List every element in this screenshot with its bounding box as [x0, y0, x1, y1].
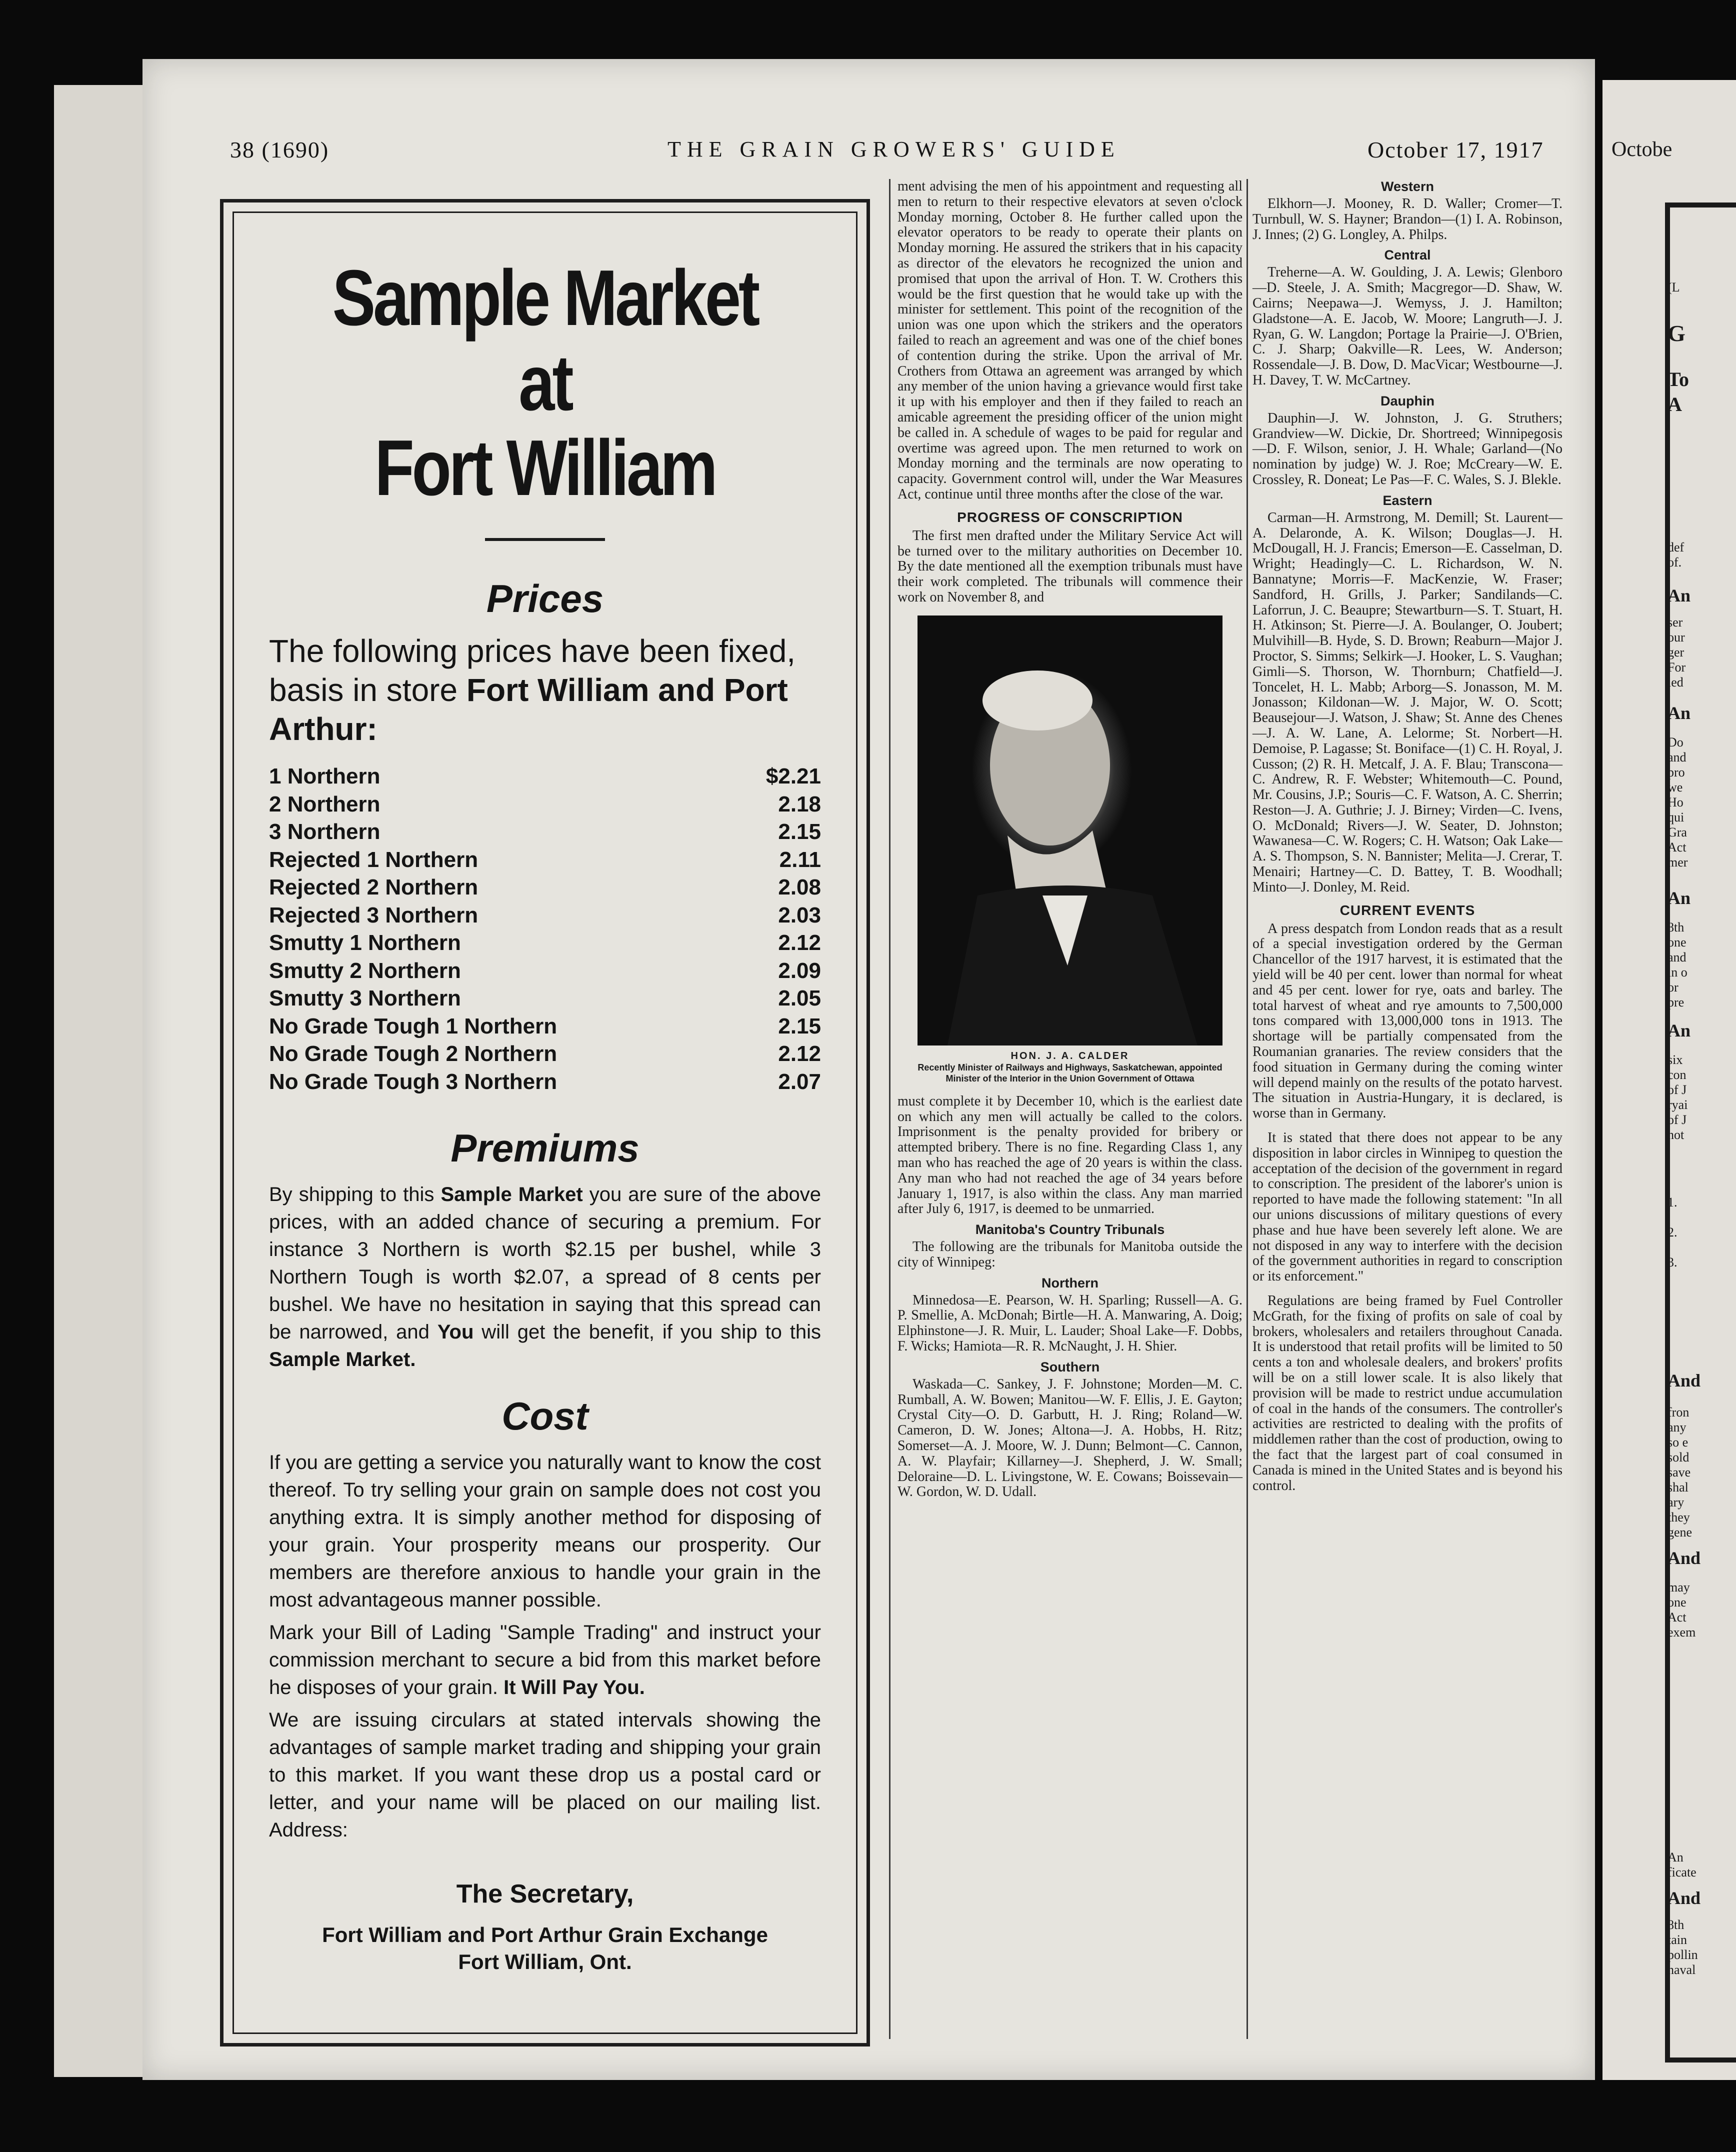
facing-fragment: An: [1668, 1850, 1684, 1864]
news-column-3: [1252, 179, 1562, 1494]
grade-name: Rejected 1 Northern: [269, 847, 478, 872]
prices-intro: [269, 632, 821, 748]
cost-bold: It Will Pay You.: [504, 1676, 645, 1698]
sample-market-advertisement: [220, 199, 870, 2046]
prices-intro-text: The following prices have been fixed, basis in store: [269, 633, 796, 708]
price-row: [269, 1040, 821, 1068]
current-events-coal: Regulations are being framed by Fuel Controller McGrath, for the fixing of profits on sale of coal by brokers, wholesalers and retailers throughout Canada. It is understood that retail profits will be limited to 50 cents a ton and wholesale dealers, and brokers' profits will be on a still lower scale. It is also likely that provision will be made to restrict undue accumulation of coal in the hands of the consumers. The controller's activities are restricted to dealing with the profits of middlemen rather than the cost of production, owing to the fact that the largest part of coal consumed in Canada is mined in the United States and is beyond his control.: [1252, 1293, 1562, 1494]
premiums-text: you are sure of the above prices, with an added chance of securing a premium. For instance 3 Northern is worth $2.15 per bushel, while 3 Northern Tough is worth $2.07, a spread of 8 cents per bushel. We have no hesitation in saying that this spread can be narrowed, and: [269, 1184, 822, 1343]
facing-fragment: 1.: [1668, 1195, 1678, 1210]
facing-fragment: sold: [1668, 1450, 1690, 1464]
grade-price: 2.18: [778, 792, 821, 816]
grade-name: Rejected 2 Northern: [269, 875, 478, 900]
western-tribunals: Elkhorn—J. Mooney, R. D. Waller; Cromer—T. Turnbull, W. S. Hayner; Brandon—(1) I. A. Robinson, J. Innes; (2) G. Longley, A. Philps.: [1252, 196, 1562, 242]
facing-fragment: our: [1668, 630, 1685, 644]
southern-tribunals: Waskada—C. Sankey, J. F. Johnstone; Morden—M. C. Rumball, A. W. Bowen; Manitou—W. F. Ellis, J. E. Gayton; Crystal City—O. D. Garbutt, H. J. Ring; Roland—W. Cameron, D. W. Jones; Altona—J. A. Hobbs, H. Ritz; Somerset—A. J. Moore, W. J. Dunn; Belmont—C. Cannon, A. W. Playfair; Killarney—J. Shepherd, J. W. Small; Deloraine—D. L. Livingstone, W. E. Cowans; Boissevain—W. Gordon, W. D. Udall.: [898, 1376, 1242, 1500]
signature-address: Fort William, Ont.: [458, 1950, 632, 1974]
western-heading: Western: [1380, 179, 1434, 194]
grade-name: No Grade Tough 2 Northern: [269, 1042, 558, 1066]
facing-fragment: of.: [1668, 555, 1682, 570]
facing-fragment: ser: [1668, 615, 1683, 630]
price-row: [269, 1068, 821, 1096]
central-tribunals: Treherne—A. W. Goulding, J. A. Lewis; Glenboro—D. Steele, J. A. Smith; Macgregor—D. Shaw, W. Cairns; Neepawa—J. Wemyss, J. J. Hamilton; Gladstone—A. E. Jacob, W. Moore; Langruth—J. J. Ryan, G. W. Langdon; Portage la Prairie—J. O'Brien, C. J. Sharp; Oakville—R. Lees, W. Anderson; Rossendale—J. B. Dow, D. MacVicar; Westbourne—J. H. Davey, T. W. McCartney.: [1252, 264, 1562, 388]
page-header: [142, 136, 1595, 176]
price-row: [269, 929, 821, 957]
facing-fragment: To: [1668, 368, 1690, 390]
price-row: [269, 762, 821, 790]
grade-name: 2 Northern: [269, 792, 380, 816]
facing-fragment: Act: [1668, 840, 1686, 854]
facing-fragment: G: [1668, 320, 1686, 346]
current-events-labor: It is stated that there does not appear to be any disposition in labor circles in Winnipeg to question the acceptation of the decision of the government in regard to conscription. The president of the laborer's union is reported to have made the following statement: "In all our unions discussions of military questions of every phase and hue have been severely left alone. We are not disposed in any way to interfere with the decision of the government authorities in regard to conscription or its enforcement.": [1252, 1130, 1562, 1284]
facing-fragment: led: [1668, 675, 1684, 690]
facing-fragment: For: [1668, 660, 1686, 674]
signature-organization: Fort William and Port Arthur Grain Exchange: [322, 1923, 768, 1946]
premiums-heading: Premiums: [450, 1126, 640, 1170]
conscription-paragraph: The first men drafted under the Military Service Act will be turned over to the military authorities on December 10. By the date mentioned all the exemption tribunals must have their work completed. The tribunals will commence their work on November 8, and: [898, 528, 1242, 605]
eastern-tribunals: Carman—H. Armstrong, M. Demill; St. Laurent—A. Delaronde, A. K. Wilson; Douglas—J. H. McDougall, H. J. Francis; Emerson—E. Casselman, D. Wright; Headingly—C. L. Richardson, W. N. Bannatyne; Morris—F. MacKenzie, W. Fraser; Sandford, H. Grills, J. Parker; Sandilands—C. Laforrun, J. C. Beaupre; Stewartburn—S. T. Stuart, H. H. Atkinson; St. Pierre—J. A. Boulanger, O. Joubert; Mulvihill—B. Hyde, S. D. Brown; Reaburn—Major J. Proctor, S. Simms; Selkirk—J. Hooker, L. S. Vaughan; Gimli—S. Thorson, W. Thornburn; Chatfield—J. Toncelet, H. L. Mabb; Arborg—S. Jonasson, M. M. Jonasson; Kildonan—W. J. Major, W. O. Scott; Beausejour—J. Watson, J. Shaw; St. Anne des Chenes—J. A. W. Lane, A. Lelorme; St. Norbert—H. Demoise, P. Lagasse; St. Boniface—(1) C. H. Royal, J. Cusson; (2) R. H. Metcalf, J. A. F. Blau; Transcona—C. Andrew, R. F. Webster; Whitemouth—C. Pound, Mr. Cousins, J.P.; Souris—C. F. Watson, A. C. Sherrin; Reston—J. A. Guthrie; J. J. Birney; Virden—C. Ivens, O. McDonald; Rivers—J. W. Seater, D. Johnston; Wawanesa—C. W. Rogers; C. H. Watson; Oak Lake—A. S. Thompson, S. N. Bannister; Melita—J. Crerar, T. Menairi; Hartney—C. D. Battey, T. B. Woodhall; Minto—J. Donley, M. Reid.: [1252, 510, 1562, 895]
grade-name: Rejected 3 Northern: [269, 902, 478, 928]
news-column-2: [898, 179, 1242, 1500]
ad-inner-border: [232, 212, 858, 2034]
facing-fragment: con: [1668, 1068, 1686, 1082]
premiums-bold: Sample Market.: [269, 1348, 416, 1370]
price-row: [269, 790, 821, 818]
facing-fragment: 8th: [1668, 1918, 1684, 1932]
newspaper-page: [142, 59, 1595, 2080]
price-row: [269, 874, 821, 902]
grade-price: 2.12: [778, 930, 821, 955]
grade-price: 2.15: [778, 1014, 821, 1038]
grade-price: 2.12: [778, 1042, 821, 1066]
publication-title: THE GRAIN GROWERS' GUIDE: [668, 137, 1120, 162]
facing-fragment: And: [1668, 1888, 1701, 1908]
facing-fragment: Act: [1668, 1610, 1686, 1624]
dauphin-heading: Dauphin: [1380, 393, 1434, 408]
facing-fragment: six: [1668, 1052, 1683, 1067]
northern-heading: Northern: [1042, 1275, 1098, 1290]
facing-fragment: they: [1668, 1510, 1690, 1524]
page-number: 38 (1690): [230, 137, 330, 162]
grade-price: 2.03: [778, 902, 821, 928]
facing-fragment: gene: [1668, 1525, 1692, 1540]
conscription-continued: must complete it by December 10, which is the earliest date on which any men will actually be called to the colors. Imprisonment is the penalty provided for bribery or attempted bribery. There is no fine. Regarding Class 1, any man who has reached the age of 20 years is within the class. Any man who had not reached the age of 34 years before January 1, 1917, is also within the class. Any man married after July 6, 1917, is deemed to be unmarried.: [898, 1093, 1242, 1217]
cost-paragraph-1: If you are getting a service you naturally want to know the cost thereof. To try selling your grain on sample does not cost you anything extra. It is simply another method for disposing of your grain. Your prosperity means our prosperity. Our members are therefore anxious to handle your grain in the most advantageous manner possible.: [269, 1452, 821, 1611]
facing-fragment: An: [1668, 703, 1691, 723]
cost-heading: Cost: [502, 1394, 588, 1438]
price-row: [269, 1012, 821, 1040]
portrait-photo: [918, 616, 1222, 1046]
tribunals-heading: Manitoba's Country Tribunals: [975, 1222, 1165, 1238]
facing-fragment: and: [1668, 950, 1686, 964]
premiums-bold: Sample Market: [440, 1184, 583, 1206]
facing-fragment: pre: [1668, 995, 1684, 1010]
grade-price: 2.15: [778, 820, 821, 844]
price-row: [269, 984, 821, 1012]
facing-fragment: def: [1668, 540, 1684, 554]
facing-fragment: in o: [1668, 965, 1688, 980]
facing-fragment: of J: [1668, 1082, 1687, 1097]
facing-fragment: one: [1668, 1595, 1686, 1610]
issue-date: October 17, 1917: [1368, 137, 1544, 162]
dauphin-tribunals: Dauphin—J. W. Johnston, J. G. Struthers; Grandview—W. Dickie, Dr. Shortreed; Winnipegosis—D. F. Wilson, senior, J. H. Whale; Garland—(No nomination by judge) W. J. Roe; McCreary—W. E. Crossley, R. Doneat; Le Pas—F. C. Wales, S. J. Blekle.: [1252, 410, 1562, 488]
grade-name: Smutty 1 Northern: [269, 930, 461, 955]
facing-fragment: shal: [1668, 1480, 1688, 1494]
facing-fragment: A: [1668, 393, 1682, 416]
facing-fragment: or: [1668, 980, 1678, 994]
eastern-heading: Eastern: [1382, 492, 1432, 508]
grade-price: 2.09: [778, 958, 821, 983]
grade-price: 2.08: [778, 875, 821, 900]
ad-title-line-2: Fort William: [374, 424, 716, 512]
facing-fragment: pro: [1668, 765, 1685, 780]
prices-intro-location: Fort William and Port Arthur: [269, 672, 788, 747]
facing-fragment: may: [1668, 1580, 1690, 1594]
northern-tribunals: Minnedosa—E. Pearson, W. H. Sparling; Russell—A. G. P. Smellie, A. McDonah; Birtle—H. A. Manwaring, A. Doig; Elphinstone—J. R. Muir, L. Lauder; Shoal Lake—F. Dobbs, F. Wicks; Hamiota—R. R. McNaught, J. H. Shier.: [898, 1292, 1242, 1354]
facing-fragment: Do: [1668, 735, 1684, 750]
premiums-bold: You: [437, 1321, 474, 1343]
facing-fragment: 3.: [1668, 1255, 1678, 1270]
ad-divider: [485, 538, 605, 541]
grade-name: 3 Northern: [269, 820, 380, 844]
grade-name: 1 Northern: [269, 764, 380, 788]
facing-fragment: pollin: [1668, 1948, 1698, 1962]
facing-fragment: Ho: [1668, 795, 1684, 810]
current-events-germany: A press despatch from London reads that as a result of a special investigation ordered by the German Chancellor of the 1917 harvest, it is estimated that the yield will be 40 per cent. lower than normal for wheat and 45 per cent. lower for rye, oats and barley. The total harvest of wheat and rye amounts to 7,500,000 tons compared with 13,000,000 tons in 1913. The shortage will be partially compensated from the Roumanian granaries. The review considers that the food situation in Germany during the coming winter will depend mainly on the results of the potato harvest. The situation in Austria-Hungary, it is declared, is worse than in Germany.: [1252, 920, 1562, 1122]
ad-title: [318, 256, 771, 510]
central-heading: Central: [1384, 248, 1431, 263]
facing-fragment: 2.: [1668, 1225, 1678, 1240]
price-row: [269, 902, 821, 930]
facing-fragment: (L: [1668, 280, 1680, 294]
facing-fragment: mer: [1668, 855, 1688, 870]
price-row: [269, 818, 821, 846]
facing-fragment: exem: [1668, 1625, 1696, 1640]
grade-name: No Grade Tough 1 Northern: [269, 1014, 558, 1038]
facing-fragment: fron: [1668, 1405, 1690, 1420]
grade-price: 2.11: [779, 847, 821, 872]
facing-fragment: 8th: [1668, 920, 1684, 934]
facing-fragment: one: [1668, 935, 1686, 950]
prices-heading: Prices: [486, 576, 604, 620]
facing-fragment: And: [1668, 1548, 1701, 1568]
facing-fragment: so e: [1668, 1435, 1688, 1450]
ad-title-line-1: Sample Market at: [332, 254, 758, 427]
facing-fragment: qui: [1668, 810, 1684, 824]
grade-name: Smutty 2 Northern: [269, 958, 461, 983]
facing-fragment: save: [1668, 1465, 1691, 1480]
premiums-text: will get the benefit, if you ship to this: [474, 1321, 821, 1343]
elevator-strike-article: ment advising the men of his appointment and requesting all men to return to their respective elevators at seven o'clock Monday morning, October 8. He further called upon the elevator operators to be ready to operate their plants on Monday morning. He assured the strikers that in his capacity as director of the elevators he recognized the union and promised that upon the arrival of Hon. T. W. Crothers this would be the first question that he would take up with the minister for settlement. This point of the recognition of the union was one upon which the strikers and the operators failed to reach an agreement and was one of the chief bones of contention during the strike. Upon the arrival of Mr. Crothers from Ottawa an agreement was arranged by which any member of the union having a grievance would first take it up with his employer and then if they failed to reach an amicable agreement the presiding officer of the union might be called in. A schedule of wages to be paid for regular and overtime was agreed upon. The men returned to work on Monday morning and the terminals are now operating to capacity. Government control will, under the War Measures Act, continue until three months after the close of the war.: [898, 178, 1242, 502]
facing-fragment: ficate: [1668, 1865, 1696, 1880]
southern-heading: Southern: [1040, 1359, 1100, 1374]
facing-fragment: tain: [1668, 1932, 1687, 1947]
portrait-figure: [918, 616, 1222, 1046]
column-rule: [889, 179, 890, 2039]
facing-fragment: we: [1668, 780, 1683, 794]
facing-fragment: ryai: [1668, 1098, 1688, 1112]
facing-fragment: ger: [1668, 645, 1684, 660]
prices-intro-colon: :: [366, 711, 378, 747]
facing-fragment: of J: [1668, 1112, 1687, 1127]
premiums-paragraph: [269, 1181, 821, 1374]
current-events-heading: CURRENT EVENTS: [1340, 902, 1476, 918]
tribunals-intro: The following are the tribunals for Manitoba outside the city of Winnipeg:: [898, 1239, 1242, 1270]
facing-fragment: And: [1668, 1370, 1701, 1390]
grade-price: 2.07: [778, 1069, 821, 1094]
facing-fragment: any: [1668, 1420, 1686, 1434]
conscription-heading: PROGRESS OF CONSCRIPTION: [957, 509, 1183, 525]
facing-fragment: naval: [1668, 1962, 1696, 1977]
premiums-text: By shipping to this: [269, 1184, 441, 1206]
photo-caption-name: HON. J. A. CALDER: [1010, 1050, 1130, 1062]
photo-caption-text: Recently Minister of Railways and Highways, Saskatchewan, appointed Minister of the Interior in the Union Government of Ottawa: [918, 1062, 1222, 1084]
grade-name: Smutty 3 Northern: [269, 986, 461, 1010]
cost-paragraph-2: [269, 1619, 821, 1702]
facing-fragment: not: [1668, 1128, 1684, 1142]
price-row: [269, 957, 821, 985]
price-row: [269, 846, 821, 874]
cost-paragraph-3: We are issuing circulars at stated intervals showing the advantages of sample market trading and shipping your grain to this market. If you want these drop us a postal card or letter, and your name will be placed on our mailing list. Address:: [269, 1709, 821, 1841]
grade-name: No Grade Tough 3 Northern: [269, 1069, 558, 1094]
facing-fragment: Gra: [1668, 825, 1687, 840]
facing-fragment: An: [1668, 1020, 1691, 1040]
column-rule: [1246, 179, 1248, 2039]
facing-fragment: An: [1668, 888, 1691, 908]
cost-text: Mark your Bill of Lading "Sample Trading" and instruct your commission merchant to secure a bid from this market before he disposes of your grain.: [269, 1622, 821, 1698]
facing-fragment: An: [1668, 586, 1691, 606]
facing-fragment: and: [1668, 750, 1686, 764]
facing-page-date: Octobe: [1612, 138, 1672, 161]
grade-price: 2.05: [778, 986, 821, 1010]
signature-title: The Secretary,: [456, 1880, 634, 1908]
facing-fragment: ary: [1668, 1495, 1684, 1510]
facing-page-edge: [1602, 80, 1736, 2080]
price-list: [269, 762, 821, 1096]
grade-price: $2.21: [766, 764, 821, 788]
